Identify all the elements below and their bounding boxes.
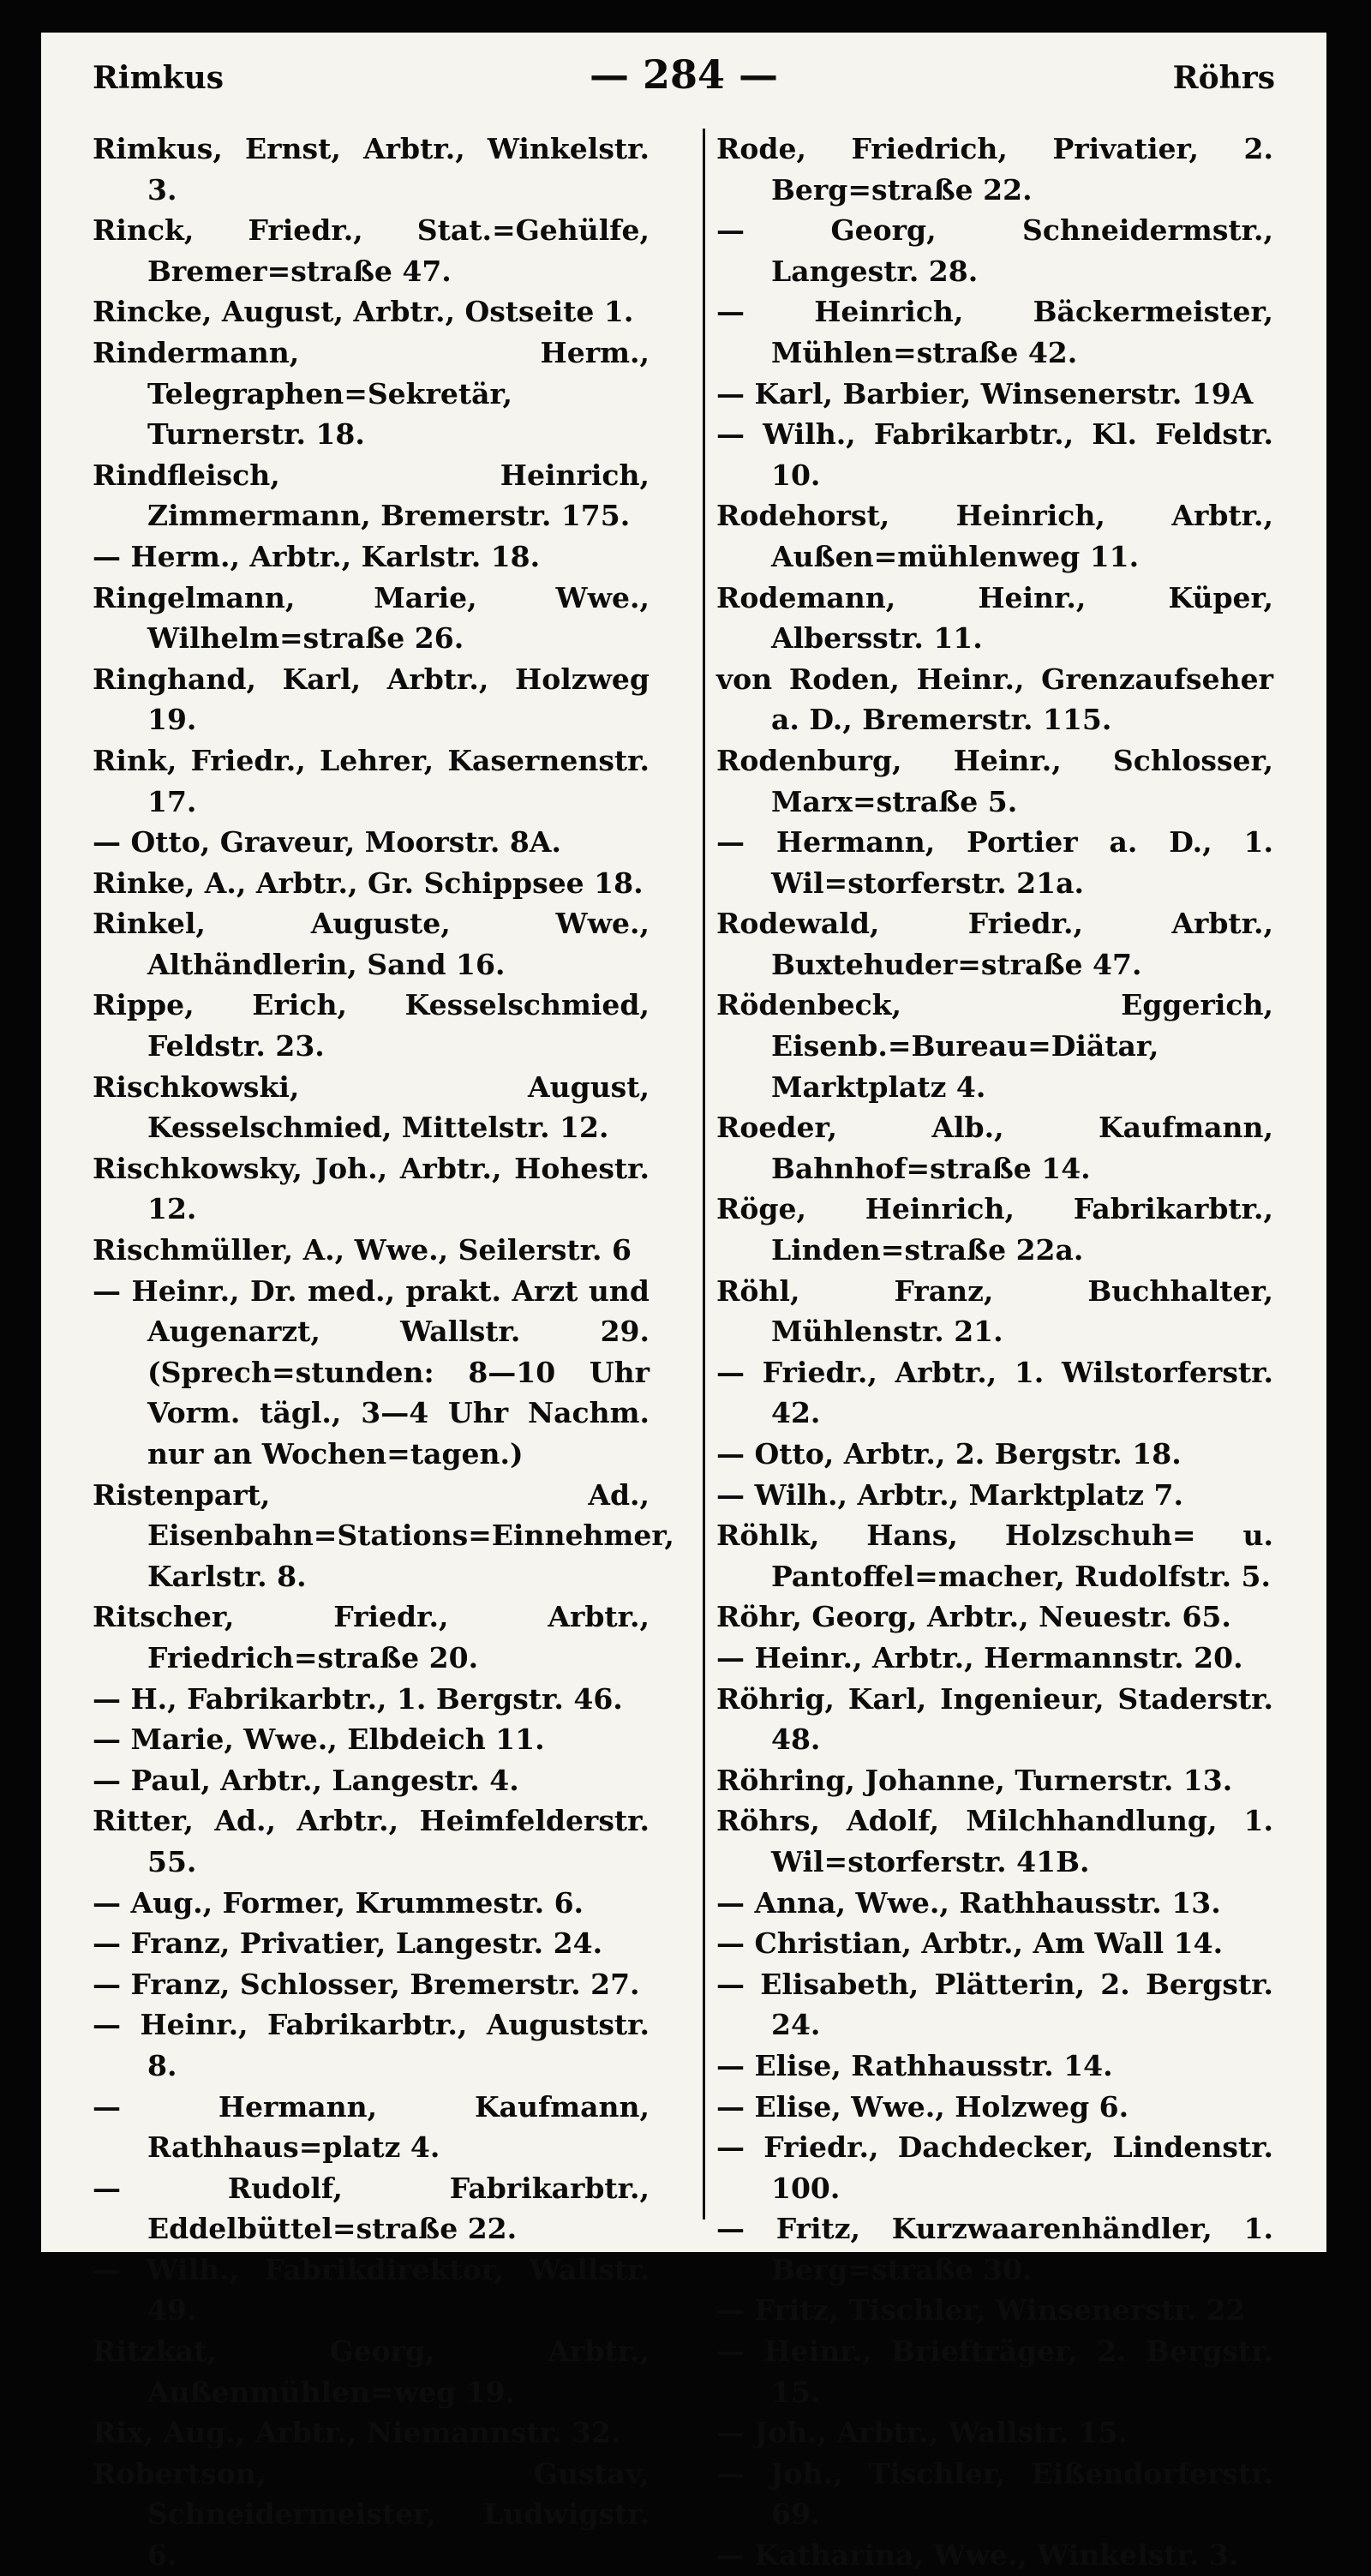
directory-entry: Röge, Heinrich, Fabrikarbtr., Linden=straße 22a. [716, 1192, 1273, 1267]
directory-entry: Ritter, Ad., Arbtr., Heimfelderstr. 55. [93, 1804, 650, 1878]
directory-entry: — Friedr., Dachdecker, Lindenstr. 100. [716, 2130, 1273, 2205]
directory-entry: Rix, Aug., Arbtr., Niemannstr. 32. [93, 2416, 621, 2450]
directory-entry: Rinke, A., Arbtr., Gr. Schippsee 18. [93, 866, 644, 900]
directory-entry: Ristenpart, Ad., Eisenbahn=Stations=Einnehmer, Karlstr. 8. [93, 1477, 674, 1593]
header-right-keyword: Röhrs [1172, 60, 1275, 96]
left-column [93, 129, 674, 2576]
directory-entry: Rincke, August, Arbtr., Ostseite 1. [93, 295, 634, 329]
directory-entry: — Marie, Wwe., Elbdeich 11. [93, 1722, 545, 1757]
directory-entry: — Franz, Privatier, Langestr. 24. [93, 1926, 603, 1961]
directory-entry: — Heinr., Arbtr., Hermannstr. 20. [716, 1640, 1243, 1674]
directory-entry: Rimkus, Ernst, Arbtr., Winkelstr. 3. [93, 132, 650, 207]
directory-page [41, 33, 1326, 2573]
directory-entry: Ritzkat, Georg, Arbtr., Außenmühlen=weg 19. [93, 2334, 650, 2409]
directory-entry: — Hermann, Kaufmann, Rathhaus=platz 4. [93, 2089, 650, 2165]
directory-entry: — Elise, Rathhausstr. 14. [716, 2048, 1113, 2082]
directory-entry: Ringelmann, Marie, Wwe., Wilhelm=straße 26. [93, 580, 650, 656]
directory-entry: von Roden, Heinr., Grenzaufseher a. D., Bremerstr. 115. [716, 662, 1273, 737]
directory-entry: Röhl, Franz, Buchhalter, Mühlenstr. 21. [716, 1273, 1273, 1349]
directory-entry: Rodewald, Friedr., Arbtr., Buxtehuder=straße 47. [716, 907, 1273, 981]
directory-entry: Rischmüller, A., Wwe., Seilerstr. 6 [93, 1233, 632, 1267]
directory-entry: — Fritz, Tischler, Winsenerstr. 22 [716, 2293, 1246, 2327]
directory-entry: Röhlk, Hans, Holzschuh= u. Pantoffel=macher, Rudolfstr. 5. [716, 1519, 1273, 1593]
directory-entry: Röhrs, Adolf, Milchhandlung, 1. Wil=storferstr. 41B. [716, 1804, 1273, 1878]
directory-entry: — Heinrich, Bäckermeister, Mühlen=straße 42. [716, 295, 1273, 369]
directory-entry: — Heinr., Briefträger, 2. Bergstr. 15. [716, 2334, 1273, 2409]
directory-entry: — Karl, Barbier, Winsenerstr. 19A [716, 376, 1254, 410]
directory-entry: — Elise, Wwe., Holzweg 6. [716, 2089, 1129, 2124]
directory-entry: — Otto, Graveur, Moorstr. 8A. [93, 825, 561, 860]
directory-entry: Röhring, Johanne, Turnerstr. 13. [716, 1763, 1233, 1797]
directory-entry: — Otto, Arbtr., 2. Bergstr. 18. [716, 1437, 1182, 1471]
column-divider [703, 129, 705, 2220]
directory-entry: — H., Fabrikarbtr., 1. Bergstr. 46. [93, 1681, 623, 1716]
directory-entry: — Heinr., Dr. med., prakt. Arzt und Augenarzt, Wallstr. 29. (Sprech=stunden: 8—10 Uhr Vorm. tägl., 3—4 Uhr Nachm. nur an Wochen=tagen.) [93, 1273, 650, 1471]
directory-entry: Röhrig, Karl, Ingenieur, Staderstr. 48. [716, 1681, 1273, 1757]
directory-entry: — Hermann, Portier a. D., 1. Wil=storferstr. 21a. [716, 825, 1273, 900]
directory-entry: — Joh., Arbtr., Wallstr. 15. [716, 2416, 1128, 2450]
directory-entry: Rode, Friedrich, Privatier, 2. Berg=straße 22. [716, 132, 1273, 207]
directory-entry: Rödenbeck, Eggerich, Eisenb.=Bureau=Diätar, Marktplatz 4. [716, 988, 1273, 1104]
directory-entry: Rindfleisch, Heinrich, Zimmermann, Bremerstr. 175. [93, 458, 650, 533]
directory-entry: Ritscher, Friedr., Arbtr., Friedrich=straße 20. [93, 1600, 650, 1674]
directory-entry: Rink, Friedr., Lehrer, Kasernenstr. 17. [93, 743, 650, 818]
directory-entry: — Heinr., Fabrikarbtr., Auguststr. 8. [93, 2008, 650, 2082]
directory-entry: — Joh., Tischler, Eißendorferstr. 69. [716, 2456, 1273, 2531]
directory-entry: Roeder, Alb., Kaufmann, Bahnhof=straße 14. [716, 1111, 1273, 1185]
page-header [41, 48, 1326, 108]
page-number: — 284 — [589, 51, 779, 98]
directory-entry: Robertson, Gustav, Schneidermeister, Ludwigstr. 6. [93, 2456, 650, 2573]
directory-entry: — Georg, Schneidermstr., Langestr. 28. [716, 213, 1273, 288]
directory-entry: — Fritz, Kurzwaarenhändler, 1. Berg=straße 30. [716, 2212, 1273, 2286]
directory-entry: — Herm., Arbtr., Karlstr. 18. [93, 539, 541, 573]
directory-entry: — Rudolf, Fabrikarbtr., Eddelbüttel=straße 22. [93, 2171, 650, 2246]
directory-entry: — Christian, Arbtr., Am Wall 14. [716, 1926, 1224, 1961]
directory-entry: Rodemann, Heinr., Küper, Albersstr. 11. [716, 580, 1273, 656]
directory-entry: — Katharina, Wwe., Winkelstr. 3. [716, 2538, 1239, 2573]
directory-entry: — Paul, Arbtr., Langestr. 4. [93, 1763, 519, 1797]
directory-entry: — Wilh., Fabrikdirektor, Wallstr. 49. [93, 2252, 650, 2327]
directory-entry: — Elisabeth, Plätterin, 2. Bergstr. 24. [716, 1967, 1273, 2042]
header-left-keyword: Rimkus [93, 60, 225, 96]
directory-entry: Rischkowski, August, Kesselschmied, Mittelstr. 12. [93, 1069, 650, 1145]
directory-entry: Rindermann, Herm., Telegraphen=Sekretär, Turnerstr. 18. [93, 335, 650, 452]
directory-entry: Rinkel, Auguste, Wwe., Althändlerin, Sand 16. [93, 907, 650, 981]
directory-entry: — Wilh., Arbtr., Marktplatz 7. [716, 1477, 1183, 1512]
directory-entry: — Aug., Former, Krummestr. 6. [93, 1885, 584, 1920]
directory-entry: — Friedr., Arbtr., 1. Wilstorferstr. 42. [716, 1355, 1273, 1430]
directory-entry: — Franz, Schlosser, Bremerstr. 27. [93, 1967, 640, 2001]
directory-entry: Röhr, Georg, Arbtr., Neuestr. 65. [716, 1600, 1231, 1634]
directory-entry: — Anna, Wwe., Rathhausstr. 13. [716, 1885, 1221, 1920]
directory-entry: Rinck, Friedr., Stat.=Gehülfe, Bremer=straße 47. [93, 213, 650, 288]
right-column [716, 129, 1273, 2576]
directory-entry: Rodehorst, Heinrich, Arbtr., Außen=mühlenweg 11. [716, 499, 1273, 573]
directory-entry: Rischkowsky, Joh., Arbtr., Hohestr. 12. [93, 1151, 650, 1226]
directory-entry: — Wilh., Fabrikarbtr., Kl. Feldstr. 10. [716, 417, 1273, 492]
directory-entry: Ringhand, Karl, Arbtr., Holzweg 19. [93, 662, 650, 737]
directory-entry: Rodenburg, Heinr., Schlosser, Marx=straße 5. [716, 743, 1273, 818]
directory-entry: Rippe, Erich, Kesselschmied, Feldstr. 23. [93, 988, 650, 1063]
